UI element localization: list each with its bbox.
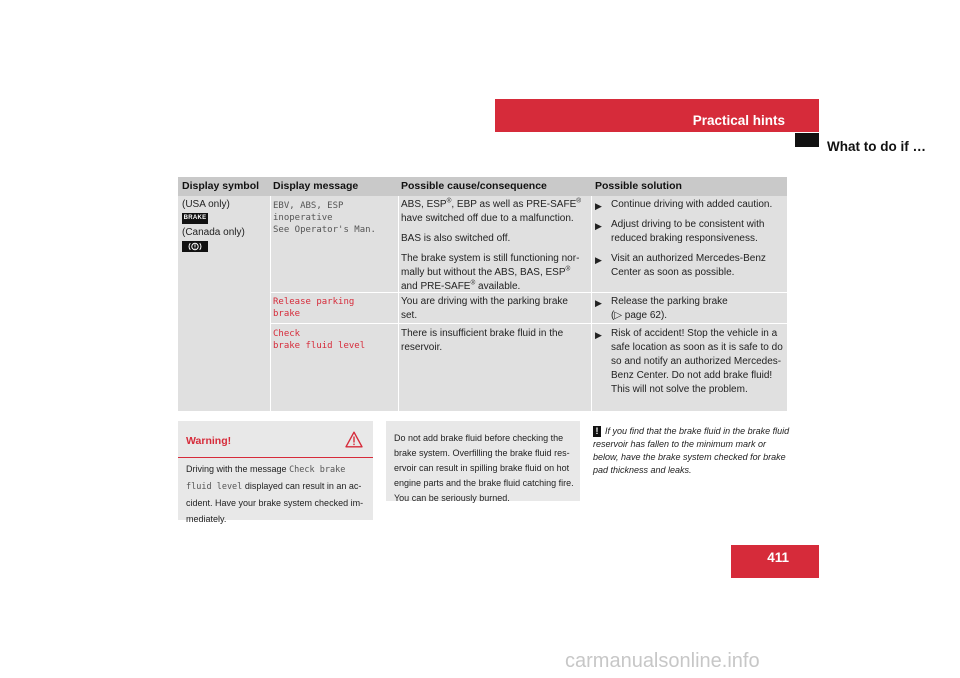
warning-title: Warning!	[186, 435, 232, 447]
list-item: ▶ Adjust driving to be consistent with reduced braking responsiveness.	[595, 219, 765, 244]
cause-parking-brake: You are driving with the parking brake set.	[401, 296, 568, 321]
subsection-title: What to do if …	[827, 139, 926, 154]
col-header-cause: Possible cause/consequence	[401, 180, 547, 192]
header-marker	[795, 133, 819, 147]
watermark: carmanualsonline.info	[565, 650, 760, 672]
caution-box	[386, 421, 580, 501]
column-divider	[398, 196, 399, 411]
canada-label: (Canada only)	[182, 227, 245, 238]
usa-label: (USA only)	[182, 199, 230, 210]
list-item: ▶ Release the parking brake (▷ page 62).	[595, 296, 728, 321]
table-header	[178, 177, 787, 196]
solution-brake-fluid	[595, 327, 785, 397]
message-check-brake-fluid: Check brake fluid level	[273, 329, 366, 351]
caution-text: Do not add brake fluid before checking the brake system. Overfilling the brake fluid res-ervoir can result in spilling brake fluid on hot engine parts and the brake fluid catching fire. You can be seriously burned.	[394, 433, 574, 503]
bullet-icon: ▶	[595, 201, 602, 211]
display-symbol-cell	[182, 198, 268, 254]
warning-header	[178, 421, 373, 458]
warning-message-ref: Check brake fluid level	[186, 465, 346, 492]
message-release-parking-brake: Release parking brake	[273, 297, 355, 319]
bullet-icon: ▶	[595, 221, 602, 231]
col-header-solution: Possible solution	[595, 180, 682, 192]
section-title: Practical hints	[692, 113, 785, 128]
column-divider	[270, 196, 271, 411]
col-header-symbol: Display symbol	[182, 180, 260, 192]
note-text: If you find that the brake fluid in the brake fluid reservoir has fallen to the minimum mark or below, have the brake system checked for brake pad thickness and leaks.	[593, 426, 790, 475]
bullet-icon: ▶	[595, 330, 602, 340]
message-abs-inoperative: EBV, ABS, ESP inoperative See Operator's Man.	[273, 201, 376, 235]
col-header-message: Display message	[273, 180, 359, 192]
warning-box	[178, 421, 373, 524]
warning-triangle-icon	[345, 431, 363, 448]
cause-brake-fluid: There is insufficient brake fluid in the reservoir.	[401, 328, 564, 353]
message-table	[178, 177, 787, 411]
header-band	[495, 99, 819, 132]
cause-abs-inoperative: ABS, ESP®, EBP as well as PRE-SAFE® have switched off due to a malfunction. BAS is also switched off. The brake system is still functioning nor-mally but without the ABS, BAS, ESP® and PRE-SAFE® available.	[401, 197, 582, 292]
solution-abs-inoperative	[595, 198, 785, 286]
exclamation-icon: !	[593, 426, 601, 437]
bullet-icon: ▶	[595, 255, 602, 265]
bullet-icon: ▶	[595, 298, 602, 308]
page-reference: (▷ page 62).	[611, 310, 668, 321]
list-item: ▶ Risk of accident! Stop the vehicle in a safe location as soon as it is safe to do so and notify an authorized Mercedes-Benz Center. Do not add brake fluid! This will not solve the problem.	[595, 328, 783, 395]
brake-circle-warning-icon	[182, 241, 208, 252]
column-divider	[591, 196, 592, 411]
brake-warning-icon: BRAKE	[182, 213, 208, 224]
page-number-band	[731, 545, 819, 578]
note	[593, 425, 790, 477]
page-number: 411	[767, 550, 789, 565]
solution-parking-brake	[595, 295, 785, 323]
list-item: ▶ Visit an authorized Mercedes-Benz Center as soon as possible.	[595, 253, 766, 278]
warning-text: Driving with the message Check brake fluid level displayed can result in an ac-cident. Have your brake system checked im-mediately.	[186, 464, 364, 524]
list-item: ▶ Continue driving with added caution.	[595, 199, 773, 211]
row-divider	[270, 323, 787, 324]
